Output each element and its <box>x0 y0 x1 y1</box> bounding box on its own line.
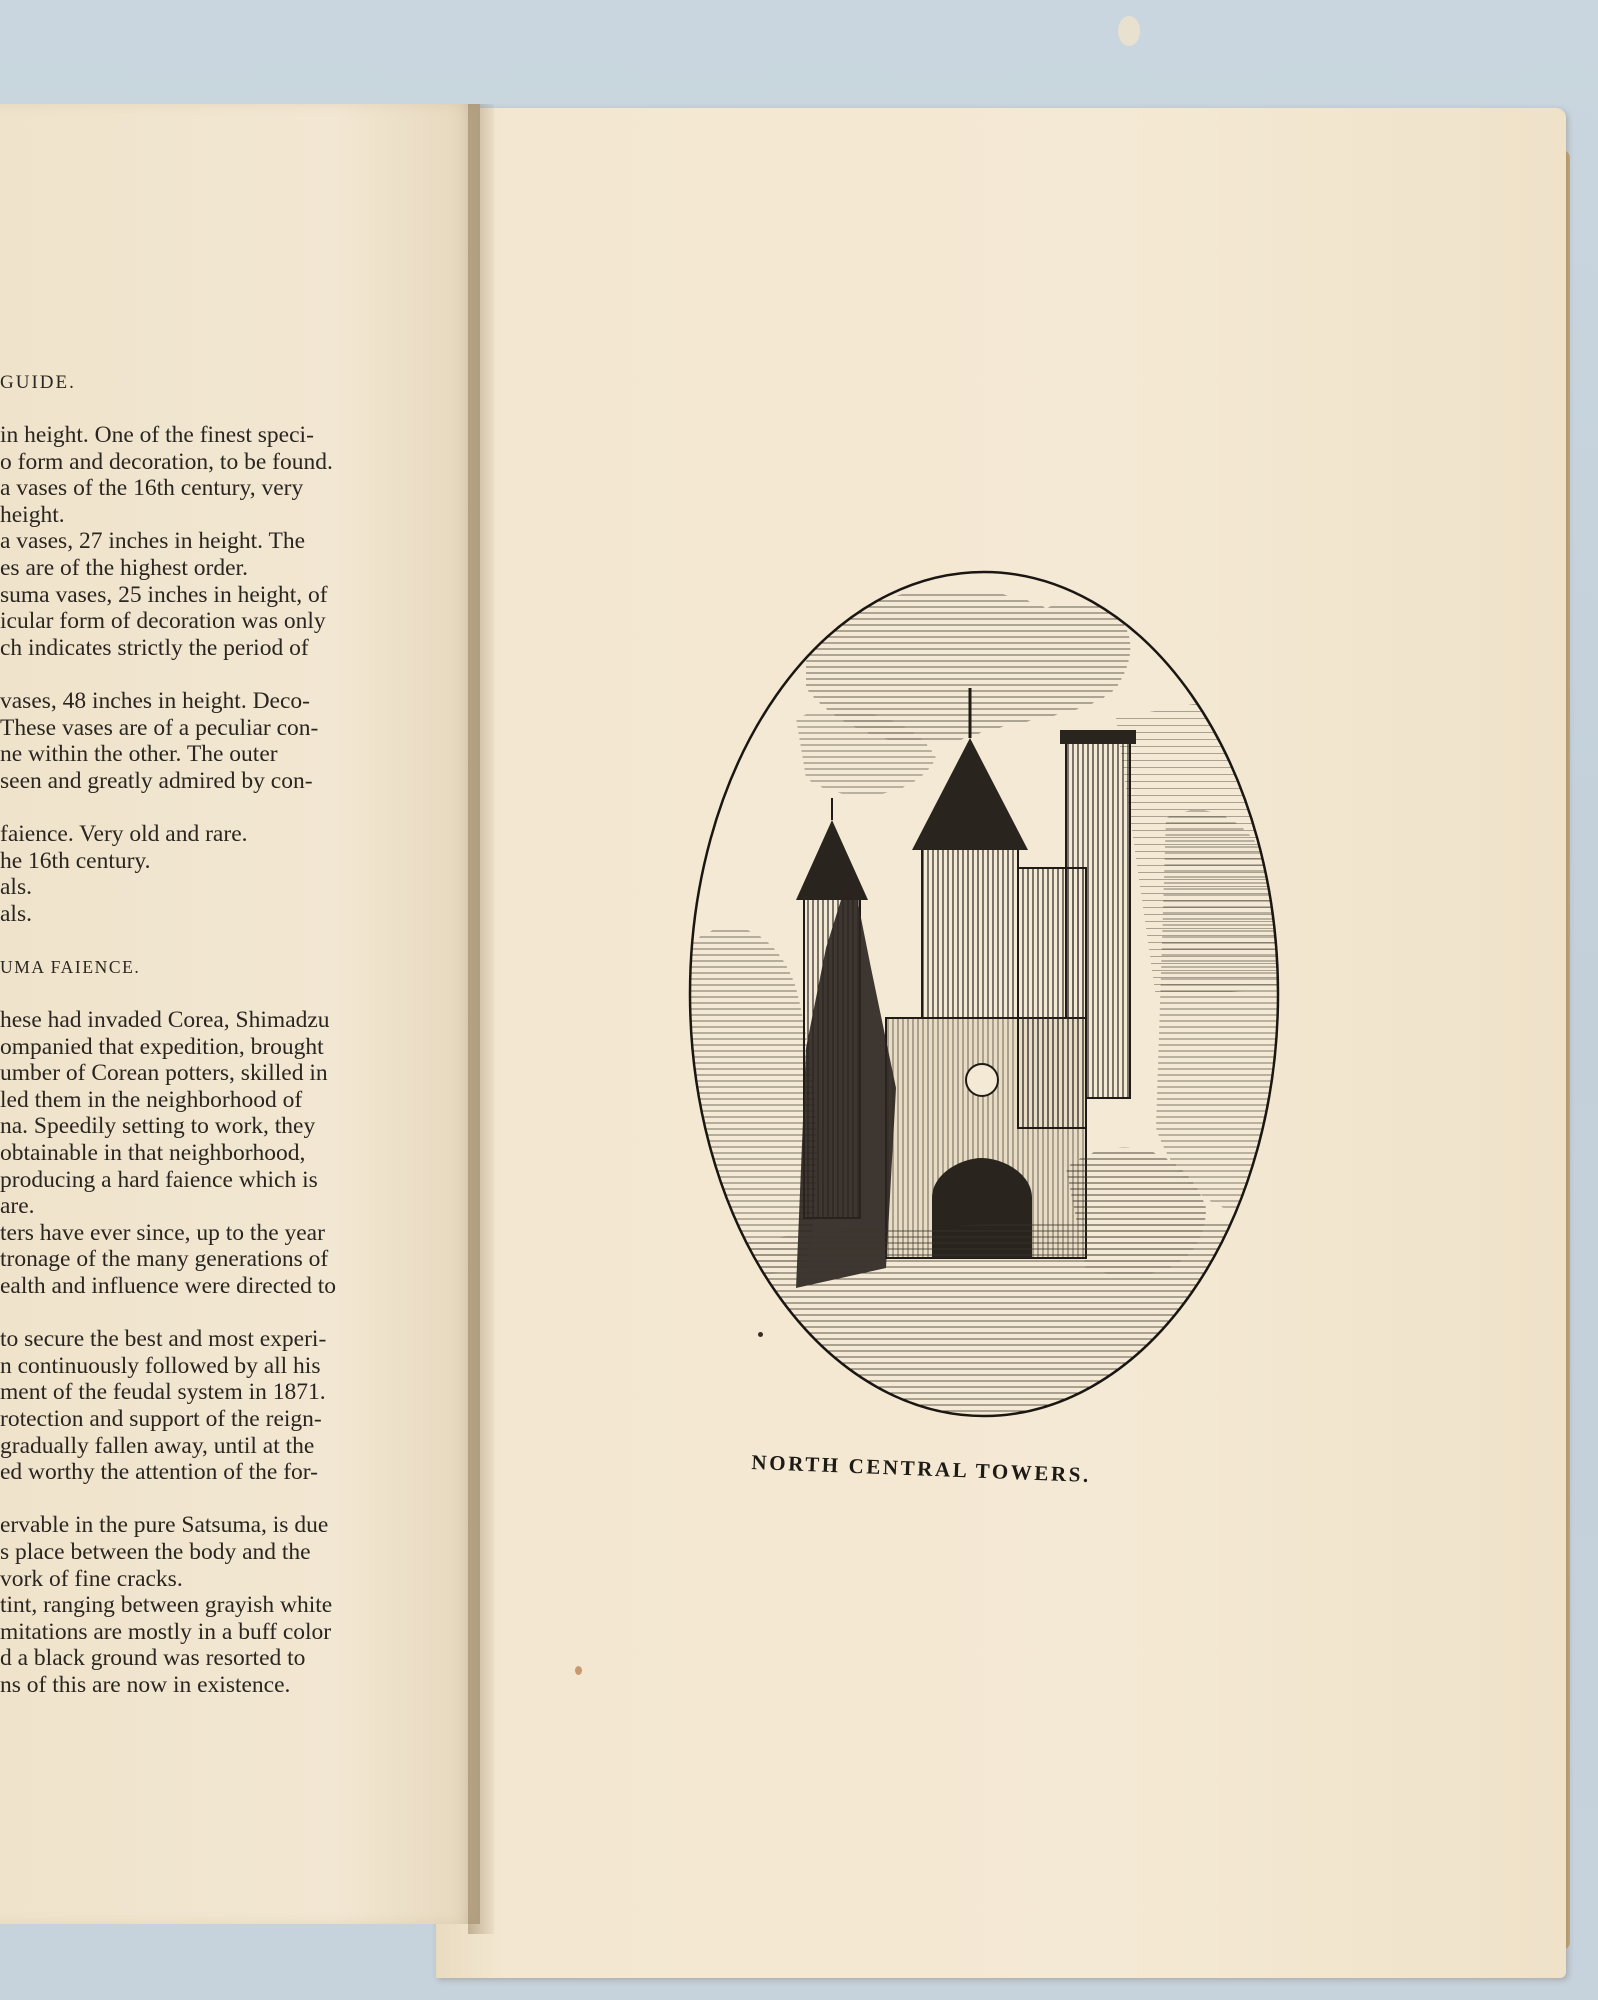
paragraph-gap <box>0 1486 390 1513</box>
text-line: to secure the best and most experi- <box>0 1326 327 1353</box>
text-line: These vases are of a peculiar con- <box>0 714 319 741</box>
text-line: tint, ranging between grayish white <box>0 1592 333 1619</box>
text-line: d a black ground was resorted to <box>0 1645 306 1672</box>
text-line: icular form of decoration was only <box>0 608 326 635</box>
text-line: producing a hard faience which is <box>0 1166 318 1193</box>
book-gutter <box>468 104 494 1934</box>
text-line: ment of the feudal system in 1871. <box>0 1379 326 1406</box>
text-line: ns of this are now in existence. <box>0 1671 291 1698</box>
illustration-caption: NORTH CENTRAL TOWERS. <box>751 1450 1092 1488</box>
text-line: gradually fallen away, until at the <box>0 1432 315 1459</box>
left-page-text <box>0 422 390 1699</box>
text-line: als. <box>0 900 32 927</box>
text-line: s place between the body and the <box>0 1538 311 1565</box>
text-line: na. Speedily setting to work, they <box>0 1113 316 1140</box>
text-line: vases, 48 inches in height. Deco- <box>0 687 310 714</box>
text-line: faience. Very old and rare. <box>0 820 248 847</box>
section-heading: UMA FAIENCE. <box>0 956 141 977</box>
text-line: obtainable in that neighborhood, <box>0 1140 306 1167</box>
text-line: umber of Corean potters, skilled in <box>0 1060 328 1087</box>
text-line: rotection and support of the reign- <box>0 1405 322 1432</box>
text-line: are. <box>0 1193 35 1220</box>
text-line: vork of fine cracks. <box>0 1565 183 1592</box>
text-line: mitations are mostly in a buff color <box>0 1618 332 1645</box>
text-line: n continuously followed by all his <box>0 1352 321 1379</box>
text-line: als. <box>0 874 32 901</box>
paragraph-gap <box>0 661 390 688</box>
text-line: hese had invaded Corea, Shimadzu <box>0 1007 330 1034</box>
text-line: a vases of the 16th century, very <box>0 475 304 502</box>
text-line: ch indicates strictly the period of <box>0 634 309 661</box>
text-line: he 16th century. <box>0 847 151 874</box>
castle-engraving-icon <box>686 568 1282 1420</box>
paragraph-gap <box>0 1300 390 1327</box>
text-line: o form and decoration, to be found. <box>0 448 333 475</box>
text-line: height. <box>0 501 65 528</box>
text-line: ne within the other. The outer <box>0 741 278 768</box>
text-line: a vases, 27 inches in height. The <box>0 528 305 555</box>
text-line: ed worthy the attention of the for- <box>0 1459 318 1486</box>
text-line: in height. One of the finest speci- <box>0 422 314 448</box>
text-line: tronage of the many generations of <box>0 1246 329 1273</box>
text-line: ompanied that expedition, brought <box>0 1033 324 1060</box>
text-line: ervable in the pure Satsuma, is due <box>0 1512 329 1539</box>
paragraph-gap <box>0 980 390 1007</box>
paragraph-gap <box>0 794 390 821</box>
text-line: suma vases, 25 inches in height, of <box>0 581 328 608</box>
foxing-spot <box>575 1666 582 1675</box>
paragraph-gap <box>0 927 390 954</box>
text-line: ters have ever since, up to the year <box>0 1219 325 1246</box>
text-line: seen and greatly admired by con- <box>0 767 313 794</box>
dust-spot <box>1118 16 1140 46</box>
text-line: es are of the highest order. <box>0 554 248 581</box>
text-line: led them in the neighborhood of <box>0 1086 303 1113</box>
left-page <box>0 104 480 1924</box>
running-head: GUIDE. <box>0 372 76 393</box>
text-line: ealth and influence were directed to <box>0 1273 337 1299</box>
